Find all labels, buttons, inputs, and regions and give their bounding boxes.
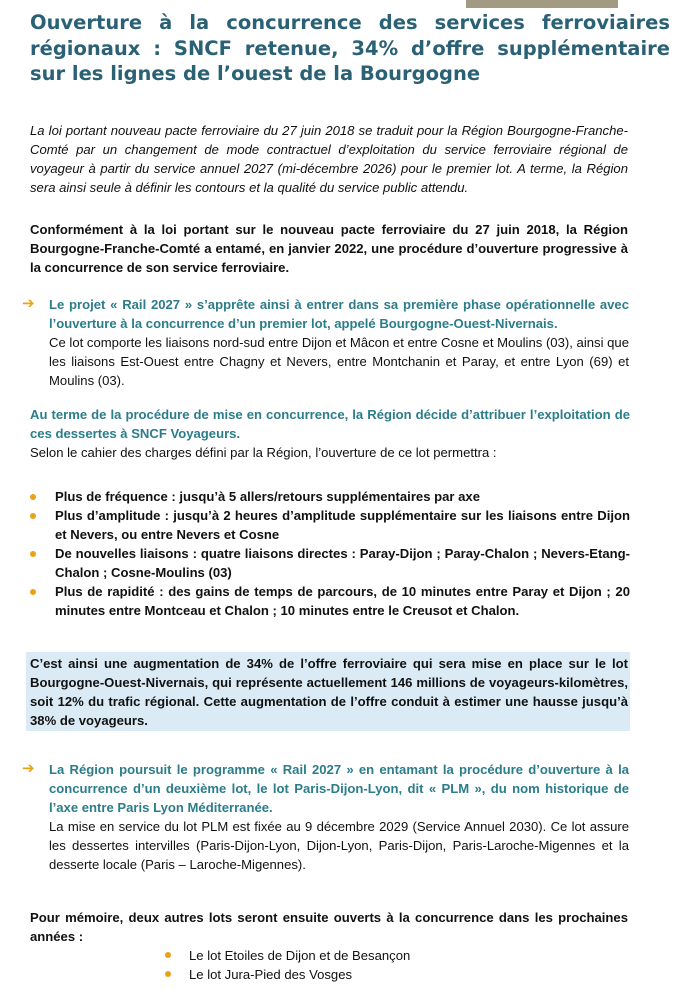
- benefits-list: [30, 487, 630, 620]
- list-item: Le lot Etoiles de Dijon et de Besançon: [163, 946, 410, 965]
- list-item: Plus de rapidité : des gains de temps de parcours, de 10 minutes entre Paray et Dijon ; 20 minutes entre Montceau et Chalon ; 10 minutes entre le Creusot et Chalon.: [30, 582, 630, 620]
- bullet-dot-icon: [30, 513, 36, 519]
- list-item: Plus d’amplitude : jusqu’à 2 heures d’amplitude supplémentaire sur les liaisons entre Dijon et Nevers, ou entre Nevers et Cosne: [30, 506, 630, 544]
- bullet-dot-icon: [165, 971, 171, 977]
- bullet-dot-icon: [30, 589, 36, 595]
- section1-body: Ce lot comporte les liaisons nord-sud entre Dijon et Mâcon et entre Cosne et Moulins (03), ainsi que les liaisons Est-Ouest entre Chagny et Nevers, entre Montchanin et Paray, et entre Lyon (69) et Moulins (03).: [49, 335, 629, 388]
- section3-body: La mise en service du lot PLM est fixée au 9 décembre 2029 (Service Annuel 2030). Ce lot assure les dessertes intervilles (Paris-Dijon-Lyon, Dijon-Lyon, Paris-Dijon, Paris-Laroche-Migennes et la desserte locale (Paris – Laroche-Migennes).: [49, 819, 629, 872]
- bullet-dot-icon: [30, 494, 36, 500]
- highlight-text: C’est ainsi une augmentation de 34% de l’offre ferroviaire qui sera mise en place sur le lot Bourgogne-Ouest-Nivernais, qui représente actuellement 146 millions de voyageurs-kilomètres, soit 12% du trafic régional. Cette augmentation de l’offre conduit à estimer une hausse jusqu’à 38% de voyageurs.: [30, 656, 628, 728]
- arrow-right-icon: ➔: [22, 759, 35, 777]
- bullet-dot-icon: [30, 551, 36, 557]
- other-lots-list: [163, 946, 410, 984]
- bullet-dot-icon: [165, 952, 171, 958]
- intro-paragraph: La loi portant nouveau pacte ferroviaire du 27 juin 2018 se traduit pour la Région Bourgogne-Franche-Comté par un changement de mode contractuel d’exploitation du service ferroviaire régional de voyageur à partir du service annuel 2027 (mi-décembre 2026) pour le premier lot. A terme, la Région sera ainsi seule à définir les contours et la qualité du service public attendu.: [30, 123, 628, 195]
- section1-heading: Le projet « Rail 2027 » s’apprête ainsi à entrer dans sa première phase opérationnelle avec l’ouverture à la concurrence d’un premier lot, appelé Bourgogne-Ouest-Nivernais.: [49, 297, 629, 331]
- context-paragraph: Conformément à la loi portant sur le nouveau pacte ferroviaire du 27 juin 2018, la Région Bourgogne-Franche-Comté a entamé, en janvier 2022, une procédure d’ouverture progressive à la concurrence de son service ferroviaire.: [30, 222, 628, 275]
- section2-body: Selon le cahier des charges défini par la Région, l’ouverture de ce lot permettra :: [30, 445, 497, 460]
- page-title: Ouverture à la concurrence des services ferroviaires régionaux : SNCF retenue, 34% d’offre supplémentaire sur les lignes de l’ouest de la Bourgogne: [30, 11, 670, 85]
- list-item: De nouvelles liaisons : quatre liaisons directes : Paray-Dijon ; Paray-Chalon ; Nevers-Etang-Chalon ; Cosne-Moulins (03): [30, 544, 630, 582]
- memo-paragraph: Pour mémoire, deux autres lots seront ensuite ouverts à la concurrence dans les prochaines années :: [30, 910, 628, 944]
- arrow-right-icon: ➔: [22, 294, 35, 312]
- section2-heading: Au terme de la procédure de mise en concurrence, la Région décide d’attribuer l’exploitation de ces dessertes à SNCF Voyageurs.: [30, 407, 630, 441]
- list-item: Le lot Jura-Pied des Vosges: [163, 965, 410, 984]
- list-item: Plus de fréquence : jusqu’à 5 allers/retours supplémentaires par axe: [30, 487, 630, 506]
- section3-heading: La Région poursuit le programme « Rail 2027 » en entamant la procédure d’ouverture à la concurrence d’un deuxième lot, le lot Paris-Dijon-Lyon, dit « PLM », du nom historique de l’axe entre Paris Lyon Méditerranée.: [49, 762, 629, 815]
- decorative-header-band: [466, 0, 618, 8]
